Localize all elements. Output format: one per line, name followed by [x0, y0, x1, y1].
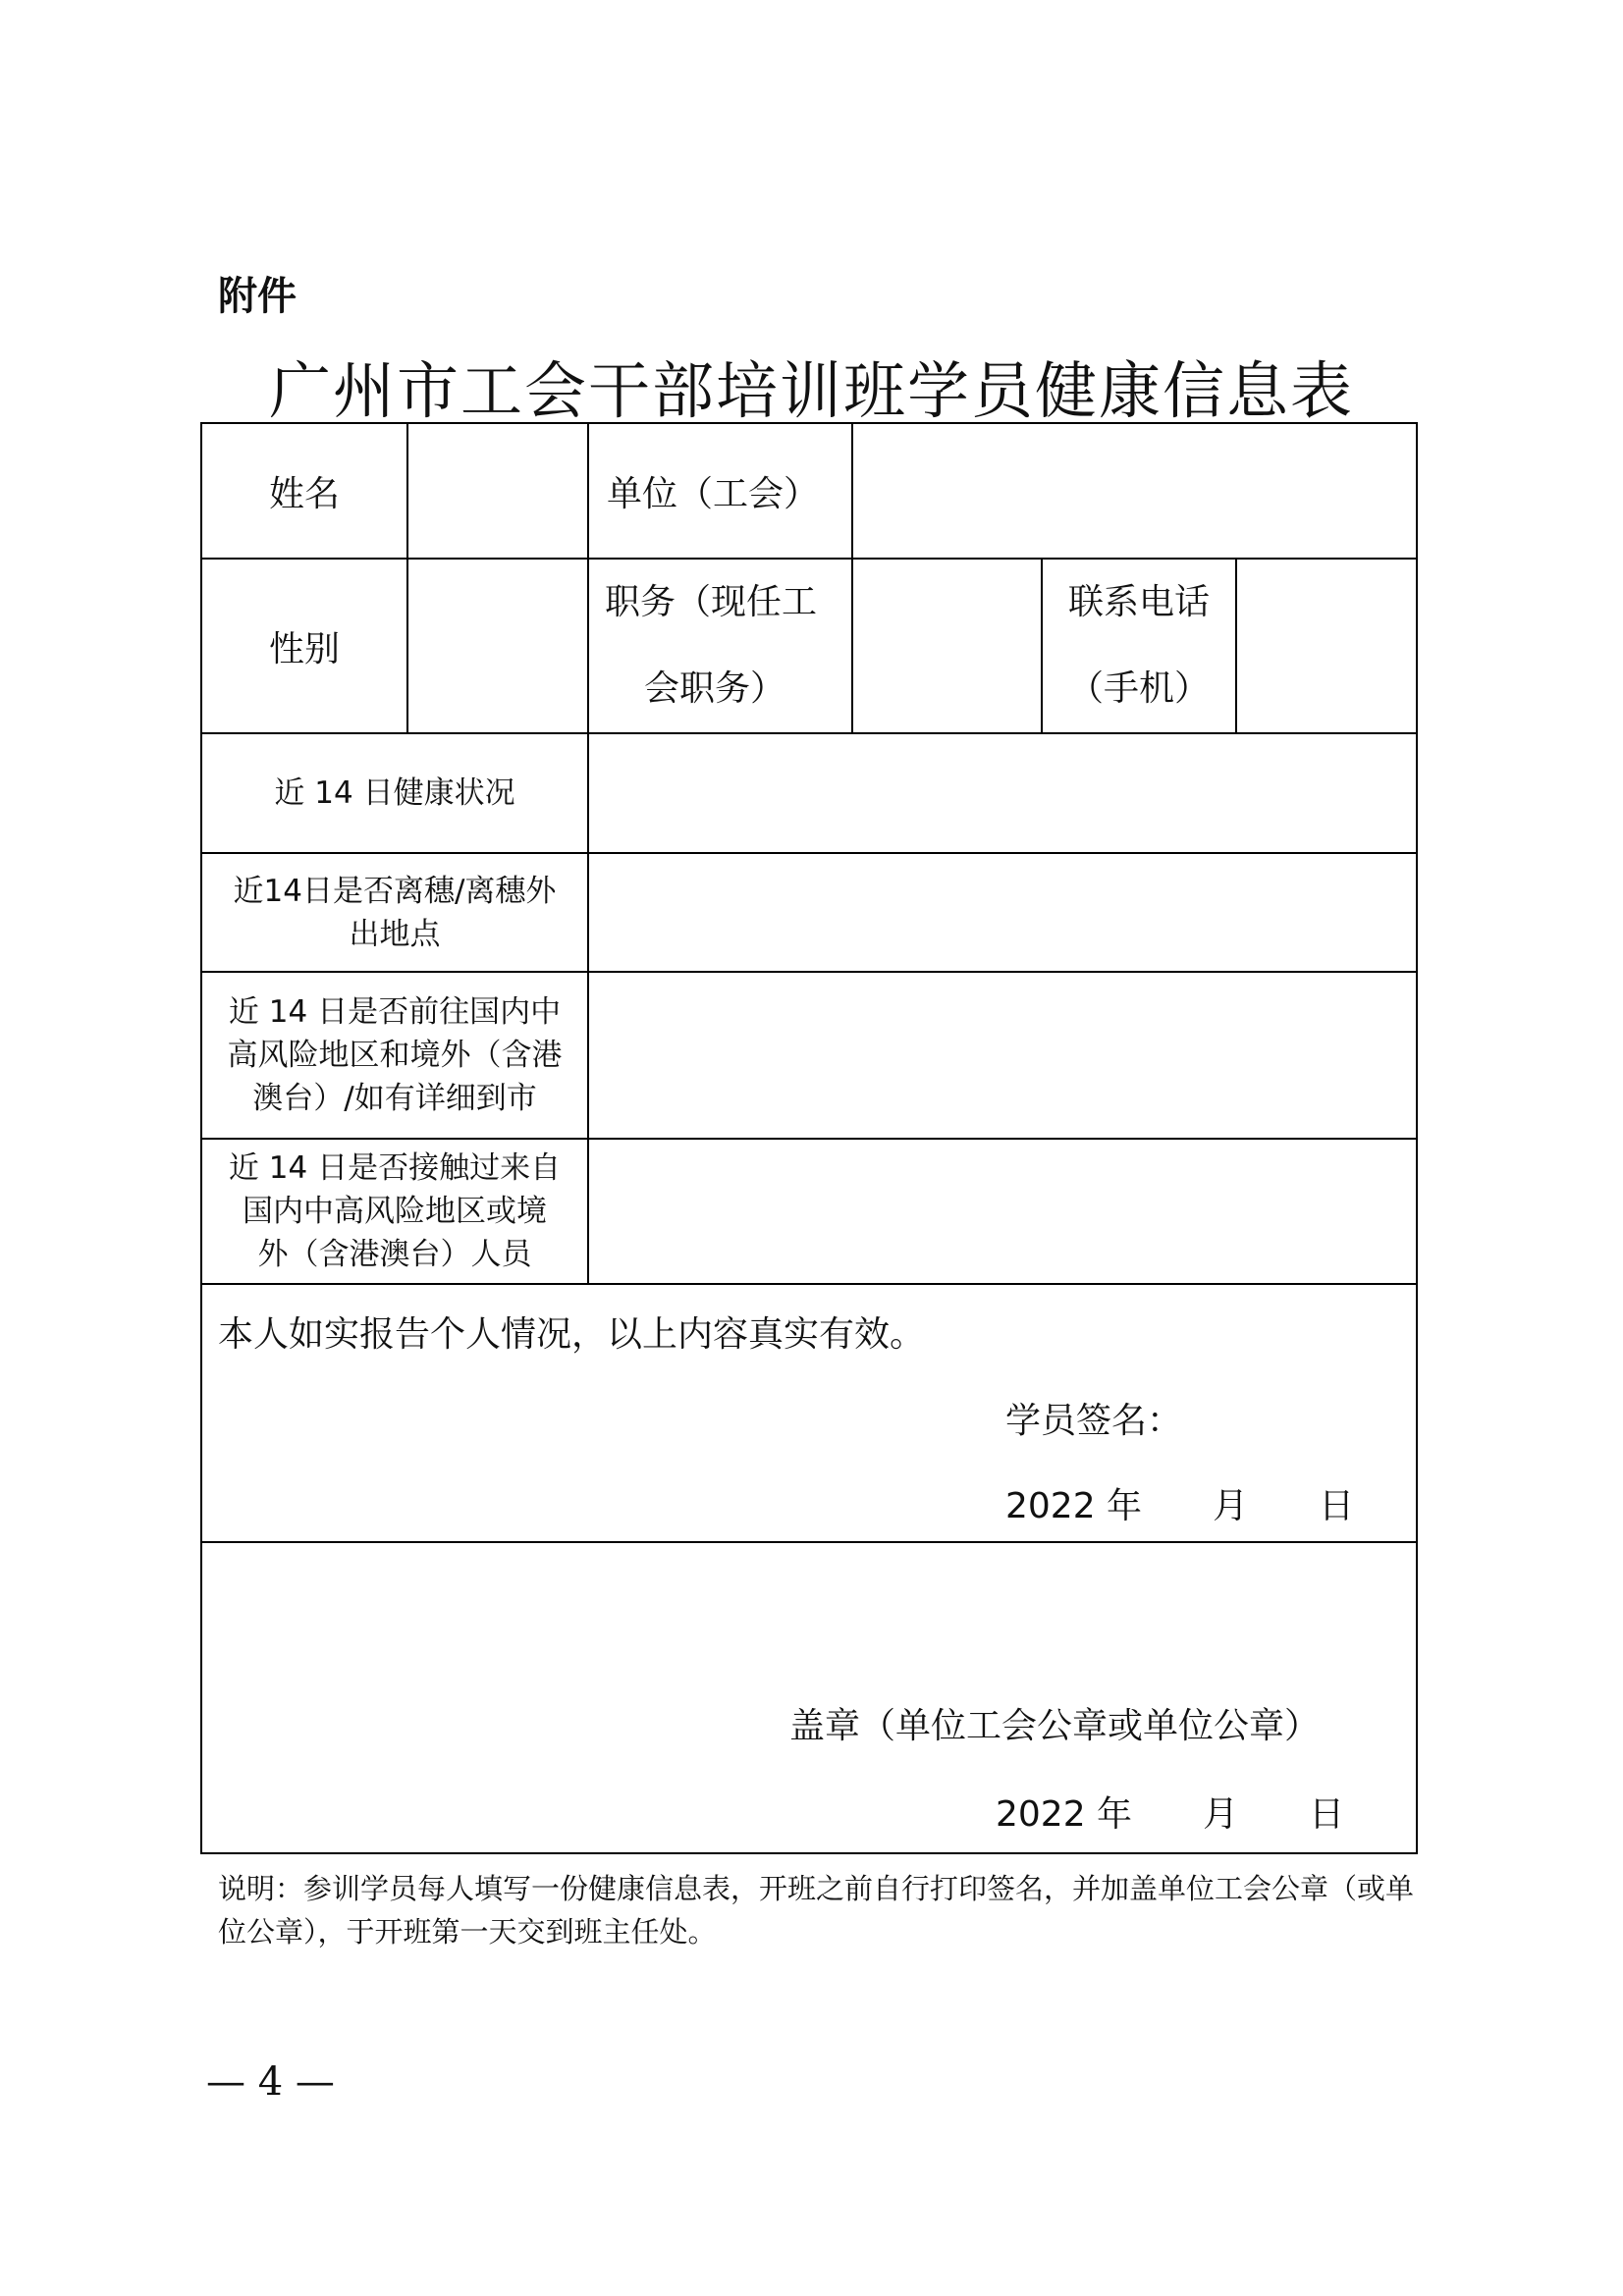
instructions-note: 说明：参训学员每人填写一份健康信息表，开班之前自行打印签名，并加盖单位工会公章（或单位公章），于开班第一天交到班主任处。 [218, 1872, 1415, 1949]
phone-field[interactable] [1236, 559, 1417, 733]
health-status-field[interactable] [588, 733, 1417, 853]
declaration-date [1005, 1478, 1354, 1528]
document-title: 广州市工会干部培训班学员健康信息表 [269, 355, 1354, 427]
declaration-day: 日 [1319, 1486, 1355, 1526]
left-guangzhou-label-line2: 出地点 [349, 916, 441, 952]
health-status-label [201, 733, 588, 853]
phone-label-line2: （手机） [1067, 668, 1210, 709]
position-field[interactable] [852, 559, 1042, 733]
page-number: — 4 — [206, 2059, 335, 2105]
risk-area-travel-field[interactable] [588, 972, 1417, 1139]
seal-month: 月 [1203, 1794, 1239, 1835]
position-label [588, 559, 852, 733]
health-info-form [200, 422, 1418, 1854]
unit-label: 单位（工会） [588, 423, 852, 559]
left-guangzhou-field[interactable] [588, 853, 1417, 972]
declaration-section [201, 1284, 1417, 1542]
seal-label: 盖章（单位工会公章或单位公章） [789, 1706, 1321, 1746]
health-status-label-line1: 近 14 日健康状况 [274, 775, 515, 811]
risk-area-travel-label-line1: 近 14 日是否前往国内中 [228, 994, 562, 1030]
unit-field[interactable] [852, 423, 1417, 559]
declaration-year: 2022 年 [1005, 1486, 1143, 1526]
left-guangzhou-label [201, 853, 588, 972]
left-guangzhou-label-line1: 近14日是否离穗/离穗外 [233, 873, 557, 909]
risk-contact-label-line2: 国内中高风险地区或境 [243, 1194, 547, 1229]
seal-date [996, 1787, 1344, 1837]
risk-contact-field[interactable] [588, 1139, 1417, 1284]
risk-contact-label-line3: 外（含港澳台）人员 [257, 1237, 532, 1272]
seal-day: 日 [1309, 1794, 1345, 1835]
risk-area-travel-label-line2: 高风险地区和境外（含港 [227, 1038, 563, 1073]
phone-label-line1: 联系电话 [1067, 582, 1210, 622]
risk-area-travel-label [201, 972, 588, 1139]
seal-section [201, 1542, 1417, 1853]
seal-year: 2022 年 [996, 1794, 1133, 1835]
risk-area-travel-label-line3: 澳台）/如有详细到市 [252, 1081, 537, 1116]
risk-contact-label [201, 1139, 588, 1284]
declaration-statement: 本人如实报告个人情况，以上内容真实有效。 [218, 1314, 926, 1355]
position-label-line1: 职务（现任工 [605, 582, 818, 622]
gender-field[interactable] [407, 559, 588, 733]
name-field[interactable] [407, 423, 588, 559]
attachment-label: 附件 [218, 274, 297, 319]
position-label-line2: 会职务） [644, 668, 786, 709]
signature-label: 学员签名： [1005, 1401, 1183, 1441]
name-label: 姓名 [201, 423, 407, 559]
phone-label [1042, 559, 1236, 733]
gender-label: 性别 [201, 559, 407, 733]
risk-contact-label-line1: 近 14 日是否接触过来自 [228, 1150, 562, 1186]
declaration-month: 月 [1213, 1486, 1249, 1526]
